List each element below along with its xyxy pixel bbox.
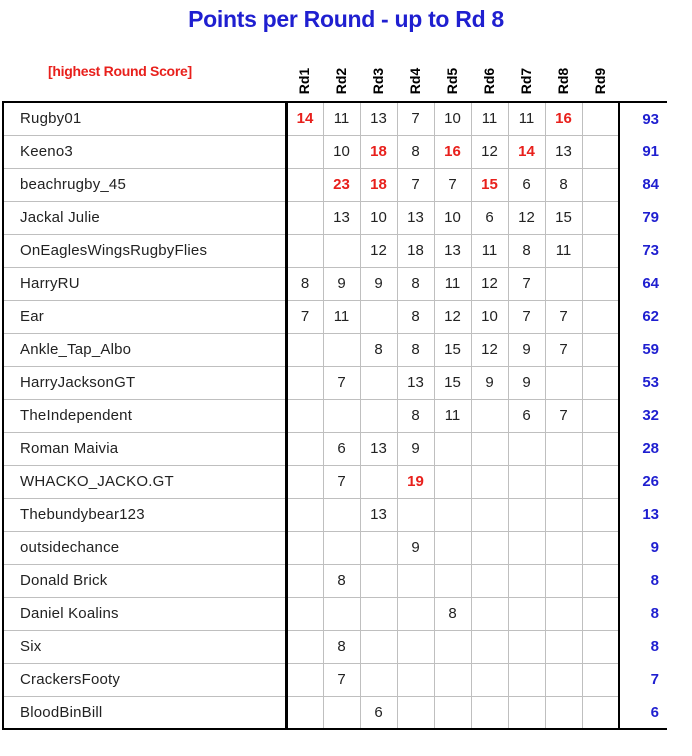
round-score-cell [508,432,545,465]
total-points: 8 [650,605,659,622]
round-score-cell [286,432,323,465]
round-header-label: Rd1 [295,67,312,95]
round-header-label: Rd2 [332,67,349,95]
total-points: 7 [650,671,659,688]
round-score-cell [545,267,582,300]
round-score-cell [323,597,360,630]
round-score-cell [286,498,323,531]
round-header-label: Rd7 [517,67,534,95]
round-score-cell: 7 [545,399,582,432]
round-score-cell: 13 [360,432,397,465]
round-score-cell [323,498,360,531]
round-score-cell: 12 [471,135,508,168]
round-score-cell [286,234,323,267]
player-name: Ankle_Tap_Albo [3,333,286,366]
round-score-cell: 7 [545,300,582,333]
round-score-cell [471,465,508,498]
table-row [3,333,667,366]
round-score-cell [582,168,619,201]
round-header-label: Rd9 [591,67,608,95]
round-score-cell [582,333,619,366]
round-score-cell [508,564,545,597]
round-score-cell [582,531,619,564]
round-header-rd7 [507,62,544,100]
total-points: 84 [642,176,659,193]
table-row [3,234,667,267]
player-name: Rugby01 [3,102,286,135]
round-score-cell [434,531,471,564]
table-row [3,168,667,201]
player-name: Jackal Julie [3,201,286,234]
round-score-cell [434,696,471,729]
page-title: Points per Round - up to Rd 8 [188,6,504,32]
table-row [3,696,667,729]
total-points: 53 [642,374,659,391]
round-header-rd5 [433,62,470,100]
round-score-cell [434,498,471,531]
round-score-cell: 7 [397,102,434,135]
player-name: HarryJacksonGT [3,366,286,399]
round-header-label: Rd5 [443,67,460,95]
round-score-cell [434,465,471,498]
round-score-cell [360,465,397,498]
round-score-cell [434,564,471,597]
round-score-cell: 15 [434,366,471,399]
round-score-cell: 11 [545,234,582,267]
round-score-cell: 6 [360,696,397,729]
round-score-cell [582,564,619,597]
round-header-rd4 [396,62,433,100]
round-score-cell: 8 [397,300,434,333]
player-name: CrackersFooty [3,663,286,696]
round-header-rd1 [285,62,322,100]
table-row [3,102,667,135]
player-name: OnEaglesWingsRugbyFlies [3,234,286,267]
round-header-label: Rd6 [480,67,497,95]
round-score-cell [360,366,397,399]
round-score-cell: 16 [545,102,582,135]
round-score-cell: 13 [545,135,582,168]
table-row [3,366,667,399]
table-row [3,201,667,234]
round-score-cell [508,498,545,531]
round-header-rd9 [581,62,618,100]
round-score-cell [286,597,323,630]
round-score-cell: 7 [434,168,471,201]
round-score-cell [582,597,619,630]
round-score-cell: 11 [434,267,471,300]
round-score-cell: 12 [508,201,545,234]
player-name: Keeno3 [3,135,286,168]
round-score-cell: 8 [545,168,582,201]
total-points: 59 [642,341,659,358]
round-score-cell [545,465,582,498]
round-header-label: Rd8 [554,67,571,95]
round-score-cell: 8 [397,267,434,300]
round-score-cell: 9 [397,531,434,564]
round-header-rd2 [322,62,359,100]
round-score-cell: 6 [471,201,508,234]
table-row [3,399,667,432]
round-score-cell [286,663,323,696]
round-score-cell [582,234,619,267]
round-score-cell [323,234,360,267]
round-score-cell [545,498,582,531]
round-header-rd8 [544,62,581,100]
round-score-cell [582,465,619,498]
table-row [3,300,667,333]
round-score-cell [434,630,471,663]
table-row [3,432,667,465]
round-score-cell: 14 [286,102,323,135]
round-score-cell [397,498,434,531]
round-score-cell [360,399,397,432]
total-points: 73 [642,242,659,259]
round-score-cell [582,399,619,432]
round-score-cell [360,531,397,564]
total-points: 32 [642,407,659,424]
round-score-cell: 7 [545,333,582,366]
total-points: 93 [619,102,667,135]
table-row [3,630,667,663]
player-name: HarryRU [3,267,286,300]
round-score-cell: 9 [323,267,360,300]
round-score-cell: 18 [360,168,397,201]
total-points: 8 [650,572,659,589]
round-score-cell: 13 [434,234,471,267]
round-score-cell [582,696,619,729]
round-score-cell: 14 [508,135,545,168]
round-score-cell: 6 [508,168,545,201]
round-score-cell [545,432,582,465]
round-score-cell [471,663,508,696]
round-score-cell [360,663,397,696]
round-score-cell [582,135,619,168]
round-score-cell [545,696,582,729]
player-name: Daniel Koalins [3,597,286,630]
round-score-cell: 11 [323,102,360,135]
total-points: 6 [619,696,667,729]
round-score-cell: 10 [434,102,471,135]
total-points: 64 [642,275,659,292]
round-score-cell: 12 [434,300,471,333]
round-score-cell [286,531,323,564]
round-score-cell: 6 [508,399,545,432]
round-score-cell [323,333,360,366]
round-score-cell [397,663,434,696]
round-score-cell: 7 [286,300,323,333]
round-score-cell [582,201,619,234]
round-score-cell: 9 [508,366,545,399]
table-row [3,267,667,300]
round-score-cell: 15 [434,333,471,366]
round-score-cell: 18 [360,135,397,168]
round-score-cell [471,531,508,564]
player-name: Six [3,630,286,663]
round-score-cell: 7 [323,465,360,498]
round-score-cell [582,267,619,300]
round-score-cell: 15 [471,168,508,201]
table-row [3,531,667,564]
round-score-cell [286,366,323,399]
round-score-cell: 19 [397,465,434,498]
round-score-cell: 6 [323,432,360,465]
round-score-cell [286,564,323,597]
round-score-cell: 8 [434,597,471,630]
round-score-cell: 9 [397,432,434,465]
round-score-cell [286,399,323,432]
round-score-cell [471,630,508,663]
round-score-cell [582,102,619,135]
round-score-cell: 11 [508,102,545,135]
player-name: outsidechance [3,531,286,564]
round-score-cell: 9 [360,267,397,300]
round-score-cell: 13 [360,102,397,135]
round-score-cell: 23 [323,168,360,201]
round-score-cell: 9 [508,333,545,366]
round-score-cell [397,564,434,597]
round-score-cell: 8 [286,267,323,300]
round-score-cell [471,564,508,597]
round-score-cell: 8 [397,399,434,432]
round-score-cell: 13 [397,366,434,399]
round-score-cell: 11 [323,300,360,333]
round-score-cell [471,432,508,465]
round-score-cell [508,597,545,630]
round-score-cell [286,630,323,663]
round-score-cell [323,531,360,564]
round-score-cell: 7 [397,168,434,201]
round-score-cell: 8 [360,333,397,366]
player-name: BloodBinBill [3,696,286,729]
highlight-legend-note: [highest Round Score] [48,63,192,79]
round-score-cell [360,564,397,597]
round-score-cell: 8 [323,630,360,663]
round-score-cell [545,630,582,663]
round-score-cell [471,696,508,729]
round-score-cell [582,663,619,696]
table-row [3,498,667,531]
round-score-cell: 10 [434,201,471,234]
round-score-cell [508,531,545,564]
round-score-cell [582,498,619,531]
round-score-cell [508,663,545,696]
round-score-cell: 12 [471,333,508,366]
round-score-cell [286,465,323,498]
round-header-rd3 [359,62,396,100]
table-row [3,465,667,498]
round-score-cell [434,663,471,696]
total-points: 28 [642,440,659,457]
round-score-cell [471,399,508,432]
round-score-cell: 7 [508,267,545,300]
round-score-cell [286,201,323,234]
round-score-cell: 7 [323,663,360,696]
round-score-cell [508,696,545,729]
round-score-cell [397,630,434,663]
round-score-cell [582,366,619,399]
round-score-cell: 16 [434,135,471,168]
round-score-cell [397,597,434,630]
round-score-cell: 10 [360,201,397,234]
round-score-cell [508,630,545,663]
round-score-cell [582,630,619,663]
round-score-cell: 8 [397,135,434,168]
round-score-cell: 13 [360,498,397,531]
round-score-cell: 9 [471,366,508,399]
round-score-cell: 11 [471,102,508,135]
total-points: 13 [642,506,659,523]
round-header-label: Rd3 [369,67,386,95]
round-score-cell [545,597,582,630]
round-score-cell [286,696,323,729]
round-score-cell [360,630,397,663]
round-score-cell [545,663,582,696]
round-header-label: Rd4 [406,67,423,95]
table-row [3,597,667,630]
round-score-cell [286,168,323,201]
table-row [3,663,667,696]
round-score-cell: 18 [397,234,434,267]
round-score-cell [582,300,619,333]
round-score-cell: 15 [545,201,582,234]
round-score-cell [508,465,545,498]
points-table [2,101,667,730]
total-points: 9 [650,539,659,556]
round-score-cell: 8 [397,333,434,366]
round-score-cell [582,432,619,465]
round-score-cell: 8 [323,564,360,597]
round-score-cell [323,399,360,432]
total-points: 91 [642,143,659,160]
round-score-cell [286,333,323,366]
round-score-cell [545,366,582,399]
round-header-rd6 [470,62,507,100]
total-points: 26 [642,473,659,490]
round-score-cell [286,135,323,168]
player-name: Roman Maivia [3,432,286,465]
round-score-cell [323,696,360,729]
round-score-cell [397,696,434,729]
player-name: Thebundybear123 [3,498,286,531]
total-points: 8 [650,638,659,655]
player-name: Ear [3,300,286,333]
round-score-cell [360,597,397,630]
player-name: WHACKO_JACKO.GT [3,465,286,498]
round-score-cell: 7 [323,366,360,399]
total-points: 79 [642,209,659,226]
player-name: Donald Brick [3,564,286,597]
total-points: 62 [642,308,659,325]
round-score-cell [545,564,582,597]
round-score-cell: 13 [323,201,360,234]
round-score-cell [434,432,471,465]
round-score-cell: 8 [508,234,545,267]
table-row [3,135,667,168]
round-score-cell: 13 [397,201,434,234]
round-score-cell: 11 [471,234,508,267]
round-score-cell: 10 [471,300,508,333]
round-score-cell: 12 [360,234,397,267]
round-score-cell [360,300,397,333]
player-name: TheIndependent [3,399,286,432]
round-score-cell: 7 [508,300,545,333]
round-score-cell [545,531,582,564]
round-score-cell [471,498,508,531]
table-row [3,564,667,597]
round-score-cell [471,597,508,630]
player-name: beachrugby_45 [3,168,286,201]
round-score-cell: 10 [323,135,360,168]
round-score-cell: 12 [471,267,508,300]
round-score-cell: 11 [434,399,471,432]
